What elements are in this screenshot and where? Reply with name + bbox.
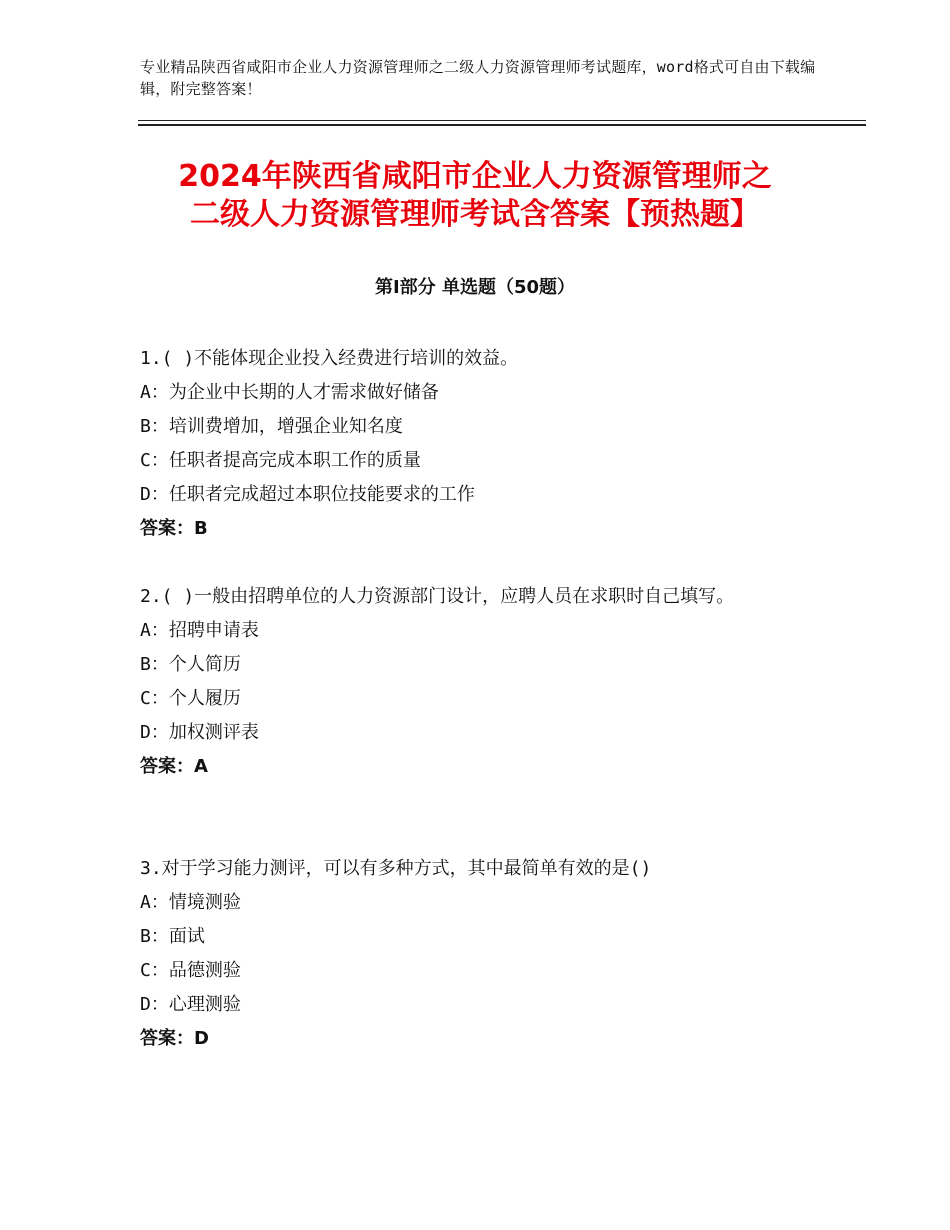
question-stem: 3.对于学习能力测评，可以有多种方式，其中最简单有效的是()	[140, 858, 652, 879]
answer: 答案：A	[140, 756, 208, 777]
answer: 答案：D	[140, 1028, 209, 1049]
header-divider-thick	[138, 124, 866, 126]
question-1	[140, 342, 820, 546]
option-a: A：情境测验	[140, 892, 241, 913]
question-2	[140, 580, 820, 784]
option-d: D：任职者完成超过本职位技能要求的工作	[140, 484, 475, 505]
option-b: B：面试	[140, 926, 205, 947]
section-title: 第Ⅰ部分 单选题（50题）	[374, 277, 575, 298]
answer: 答案：B	[140, 518, 208, 539]
option-d: D：心理测验	[140, 994, 241, 1015]
question-stem: 1.( )不能体现企业投入经费进行培训的效益。	[140, 348, 519, 369]
option-d: D：加权测评表	[140, 722, 259, 743]
option-b: B：个人简历	[140, 654, 241, 675]
document-title	[80, 158, 870, 234]
option-a: A：招聘申请表	[140, 620, 259, 641]
option-b: B：培训费增加，增强企业知名度	[140, 416, 403, 437]
option-c: C：个人履历	[140, 688, 241, 709]
option-a: A：为企业中长期的人才需求做好储备	[140, 382, 439, 403]
question-stem: 2.( )一般由招聘单位的人力资源部门设计，应聘人员在求职时自己填写。	[140, 586, 735, 607]
header-divider-thin	[138, 120, 866, 121]
option-c: C：品德测验	[140, 960, 241, 981]
question-3	[140, 852, 820, 1056]
document-title-line-1: 2024年陕西省咸阳市企业人力资源管理师之	[178, 159, 772, 194]
option-c: C：任职者提高完成本职工作的质量	[140, 450, 421, 471]
header-note: 专业精品陕西省咸阳市企业人力资源管理师之二级人力资源管理师考试题库，word格式可自由下载编辑，附完整答案！	[140, 58, 816, 98]
document-title-line-2: 二级人力资源管理师考试含答案【预热题】	[190, 197, 760, 232]
